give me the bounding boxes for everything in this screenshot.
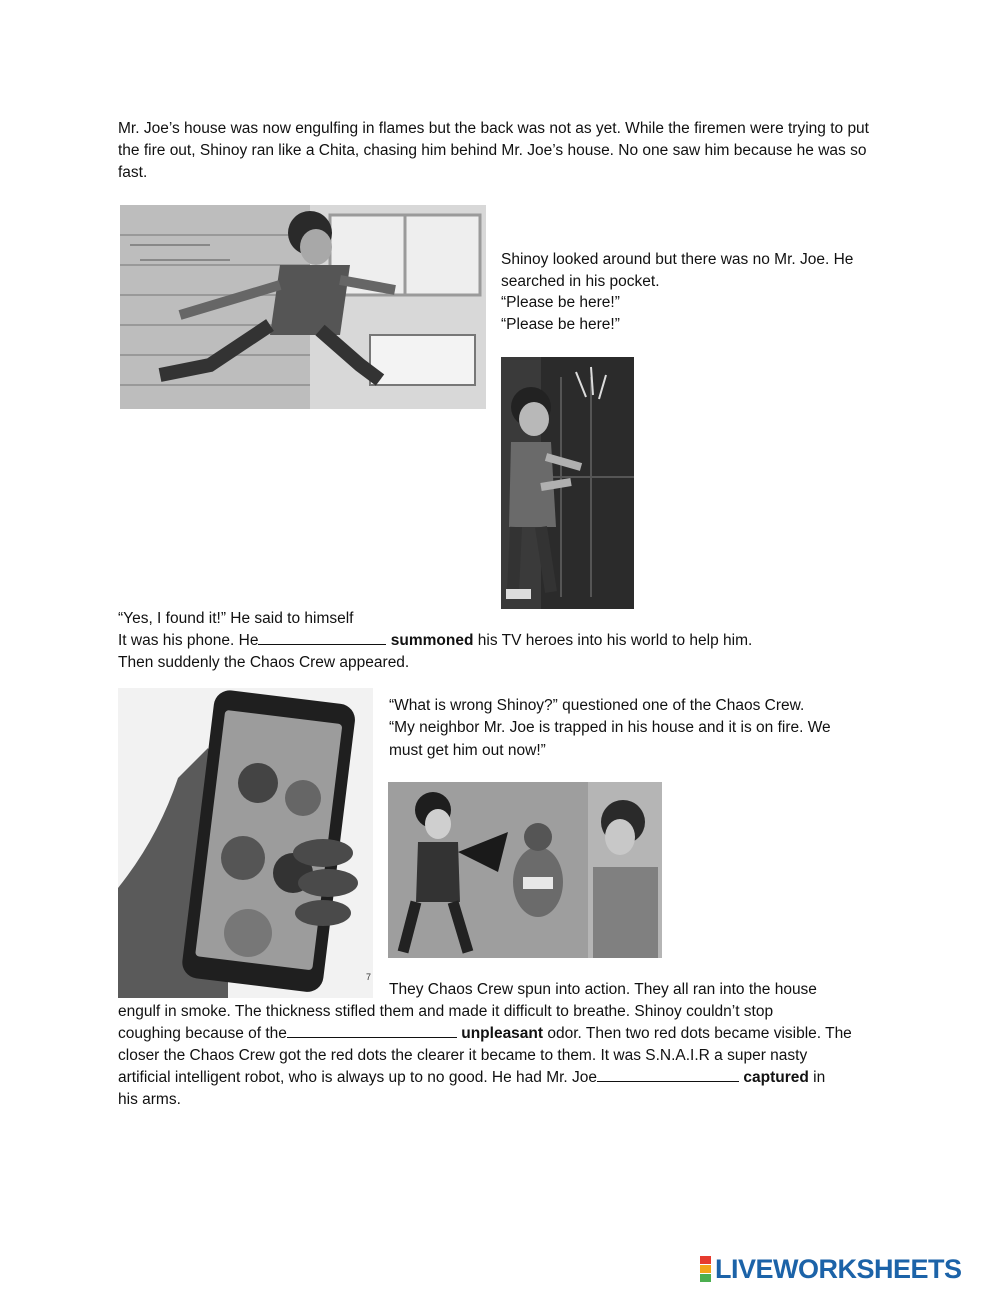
answer-1: summoned xyxy=(390,632,474,649)
liveworksheets-logo xyxy=(700,1252,995,1286)
reply-line-2: must get him out now!” xyxy=(389,742,546,759)
answer-3: captured xyxy=(743,1069,809,1086)
cough-line-pre: coughing because of the xyxy=(118,1025,287,1042)
reply-line-1: “My neighbor Mr. Joe is trapped in his house and it is on fire. We xyxy=(389,719,831,736)
action-line-1: They Chaos Crew spun into action. They all ran into the house xyxy=(389,981,817,998)
arms-line: his arms. xyxy=(118,1091,181,1108)
logo-text: LIVEWORKSHEETS xyxy=(715,1253,962,1284)
found-line: “Yes, I found it!” He said to himself xyxy=(118,610,354,627)
search-line-1: Shinoy looked around but there was no Mr. Joe. He xyxy=(501,251,854,268)
logo-block-green xyxy=(700,1274,711,1282)
phone-line-post: his TV heroes into his world to help him. xyxy=(473,632,753,649)
page-number: 7 xyxy=(366,972,372,982)
cough-line-post: odor. Then two red dots became visible. The xyxy=(543,1025,852,1042)
robot-line xyxy=(118,1067,825,1089)
chaos-appeared-line: Then suddenly the Chaos Crew appeared. xyxy=(118,654,410,671)
cough-line xyxy=(118,1023,852,1045)
answer-blank-2[interactable] xyxy=(287,1023,457,1038)
search-line-2: searched in his pocket. xyxy=(501,273,660,290)
closer-line: closer the Chaos Crew got the red dots the clearer it became to them. It was S.N.A.I.R a super nasty xyxy=(118,1047,808,1064)
question-line: “What is wrong Shinoy?” questioned one of the Chaos Crew. xyxy=(389,697,805,714)
intro-paragraph: Mr. Joe’s house was now engulfing in flames but the back was not as yet. While the firemen were trying to put the fire out, Shinoy ran like a Chita, chasing him behind Mr. Joe’s house. No one saw him because he was so fast. xyxy=(118,120,869,181)
answer-blank-1[interactable] xyxy=(258,630,386,645)
robot-line-pre: artificial intelligent robot, who is always up to no good. He had Mr. Joe xyxy=(118,1069,598,1086)
phone-line-pre: It was his phone. He xyxy=(118,632,259,649)
phone-line xyxy=(118,630,752,652)
logo-blocks-icon xyxy=(700,1256,711,1282)
boy-running-illustration xyxy=(120,205,486,409)
logo-block-red xyxy=(700,1256,711,1264)
phone-in-hand-illustration xyxy=(118,688,373,998)
boy-at-door-illustration xyxy=(501,357,634,609)
chaos-crew-illustration xyxy=(388,782,662,958)
please-line-1: “Please be here!” xyxy=(501,294,620,311)
answer-2: unpleasant xyxy=(461,1025,544,1042)
answer-blank-3[interactable] xyxy=(597,1067,739,1082)
please-line-2: “Please be here!” xyxy=(501,316,620,333)
logo-block-orange xyxy=(700,1265,711,1273)
robot-line-post: in xyxy=(808,1069,826,1086)
action-line-2: engulf in smoke. The thickness stifled them and made it difficult to breathe. Shinoy couldn’t stop xyxy=(118,1003,774,1020)
